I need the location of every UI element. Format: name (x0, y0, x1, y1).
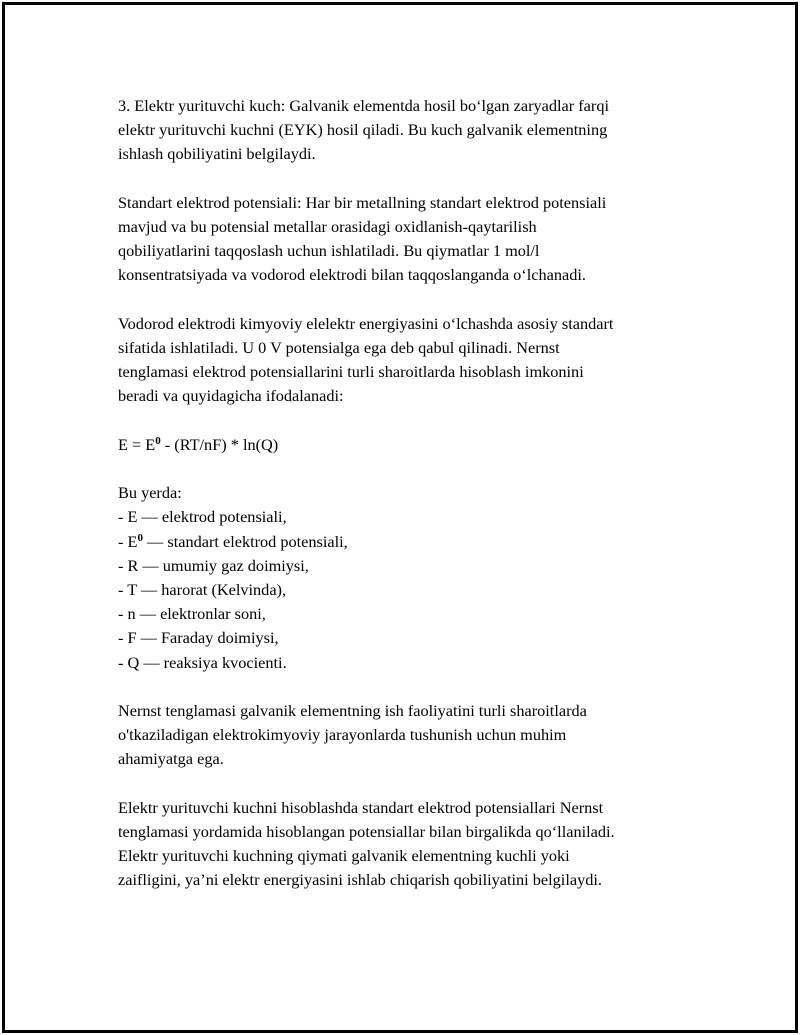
paragraph-standard-potential (118, 191, 698, 288)
document-body (118, 94, 698, 893)
definition-symbol: - R (118, 555, 139, 575)
nernst-equation (118, 433, 698, 457)
definition-item (118, 530, 698, 554)
paragraph-nernst-importance (118, 699, 698, 772)
definition-item (118, 554, 698, 578)
text-line: ishlash qobiliyatini belgilaydi. (118, 144, 316, 164)
definition-item (118, 505, 698, 529)
text-line: elektr yurituvchi kuchni (EYK) hosil qiladi. Bu kuch galvanik elementning (118, 120, 608, 140)
text-line: tenglamasi elektrod potensiallarini turli sharoitlarda hisoblash imkonini (118, 362, 584, 382)
text-line: ahamiyatga ega. (118, 749, 224, 769)
paragraph-eyk-calculation (118, 796, 698, 893)
text-line: mavjud va bu potensial metallar orasidagi oxidlanish-qaytarilish (118, 217, 537, 236)
definitions-block (118, 481, 698, 675)
formula-rhs: - (RT/nF) * ln(Q) (160, 434, 279, 454)
definition-text: — elektronlar soni, (135, 604, 266, 624)
paragraph-eyk (118, 94, 698, 167)
definition-symbol: - F (118, 628, 137, 648)
text-line: zaifligini, ya’ni elektr energiyasini ishlab chiqarish qobiliyatini belgilaydi. (118, 870, 602, 890)
definition-item (118, 651, 698, 675)
text-line: konsentratsiyada va vodorod elektrodi bilan taqqoslanganda o‘lchanadi. (118, 265, 586, 285)
text-line: Standart elektrod potensiali: Har bir metallning standart elektrod potensiali (118, 192, 607, 212)
definition-superscript: 0 (137, 531, 143, 544)
definition-text: — elektrod potensiali, (137, 507, 287, 527)
definition-symbol: - E (118, 507, 138, 527)
definition-symbol: - E (118, 531, 138, 551)
definition-symbol: - Q (118, 652, 140, 672)
definition-symbol: - T (118, 580, 137, 599)
paragraph-hydrogen-electrode (118, 312, 698, 409)
definition-text: — Faraday doimiysi, (136, 628, 279, 648)
text-line: qobiliyatlarini taqqoslash uchun ishlatiladi. Bu qiymatlar 1 mol/l (118, 241, 540, 261)
definitions-intro: Bu yerda: (118, 483, 182, 503)
definition-item (118, 578, 698, 602)
definition-symbol: - n (118, 604, 136, 624)
text-line: Elektr yurituvchi kuchning qiymati galvanik elementning kuchli yoki (118, 846, 570, 866)
formula-superscript: 0 (155, 434, 161, 447)
definition-text: — standart elektrod potensiali, (142, 531, 348, 551)
definition-item (118, 626, 698, 650)
text-line: beradi va quyidagicha ifodalanadi: (118, 386, 344, 406)
text-line: o'tkaziladigan elektrokimyoviy jarayonlarda tushunish uchun muhim (118, 725, 567, 745)
text-line: sifatida ishlatiladi. U 0 V potensialga ega deb qabul qilinadi. Nernst (118, 338, 560, 357)
definition-text: — umumiy gaz doimiysi, (138, 555, 309, 575)
text-line: Nernst tenglamasi galvanik elementning ish faoliyatini turli sharoitlarda (118, 701, 587, 720)
text-line: 3. Elektr yurituvchi kuch: Galvanik elementda hosil bo‘lgan zaryadlar farqi (118, 96, 609, 115)
formula-lhs: E = E (118, 434, 156, 454)
text-line: Vodorod elektrodi kimyoviy elelektr energiyasini o‘lchashda asosiy standart (118, 313, 614, 333)
text-line: tenglamasi yordamida hisoblangan potensiallar bilan birgalikda qo‘llaniladi. (118, 822, 615, 841)
definition-text: — harorat (Kelvinda), (136, 580, 287, 599)
text-line: Elektr yurituvchi kuchni hisoblashda standart elektrod potensiallari Nernst (118, 797, 604, 817)
definition-text: — reaksiya kvocienti. (139, 652, 287, 672)
definition-item (118, 602, 698, 626)
